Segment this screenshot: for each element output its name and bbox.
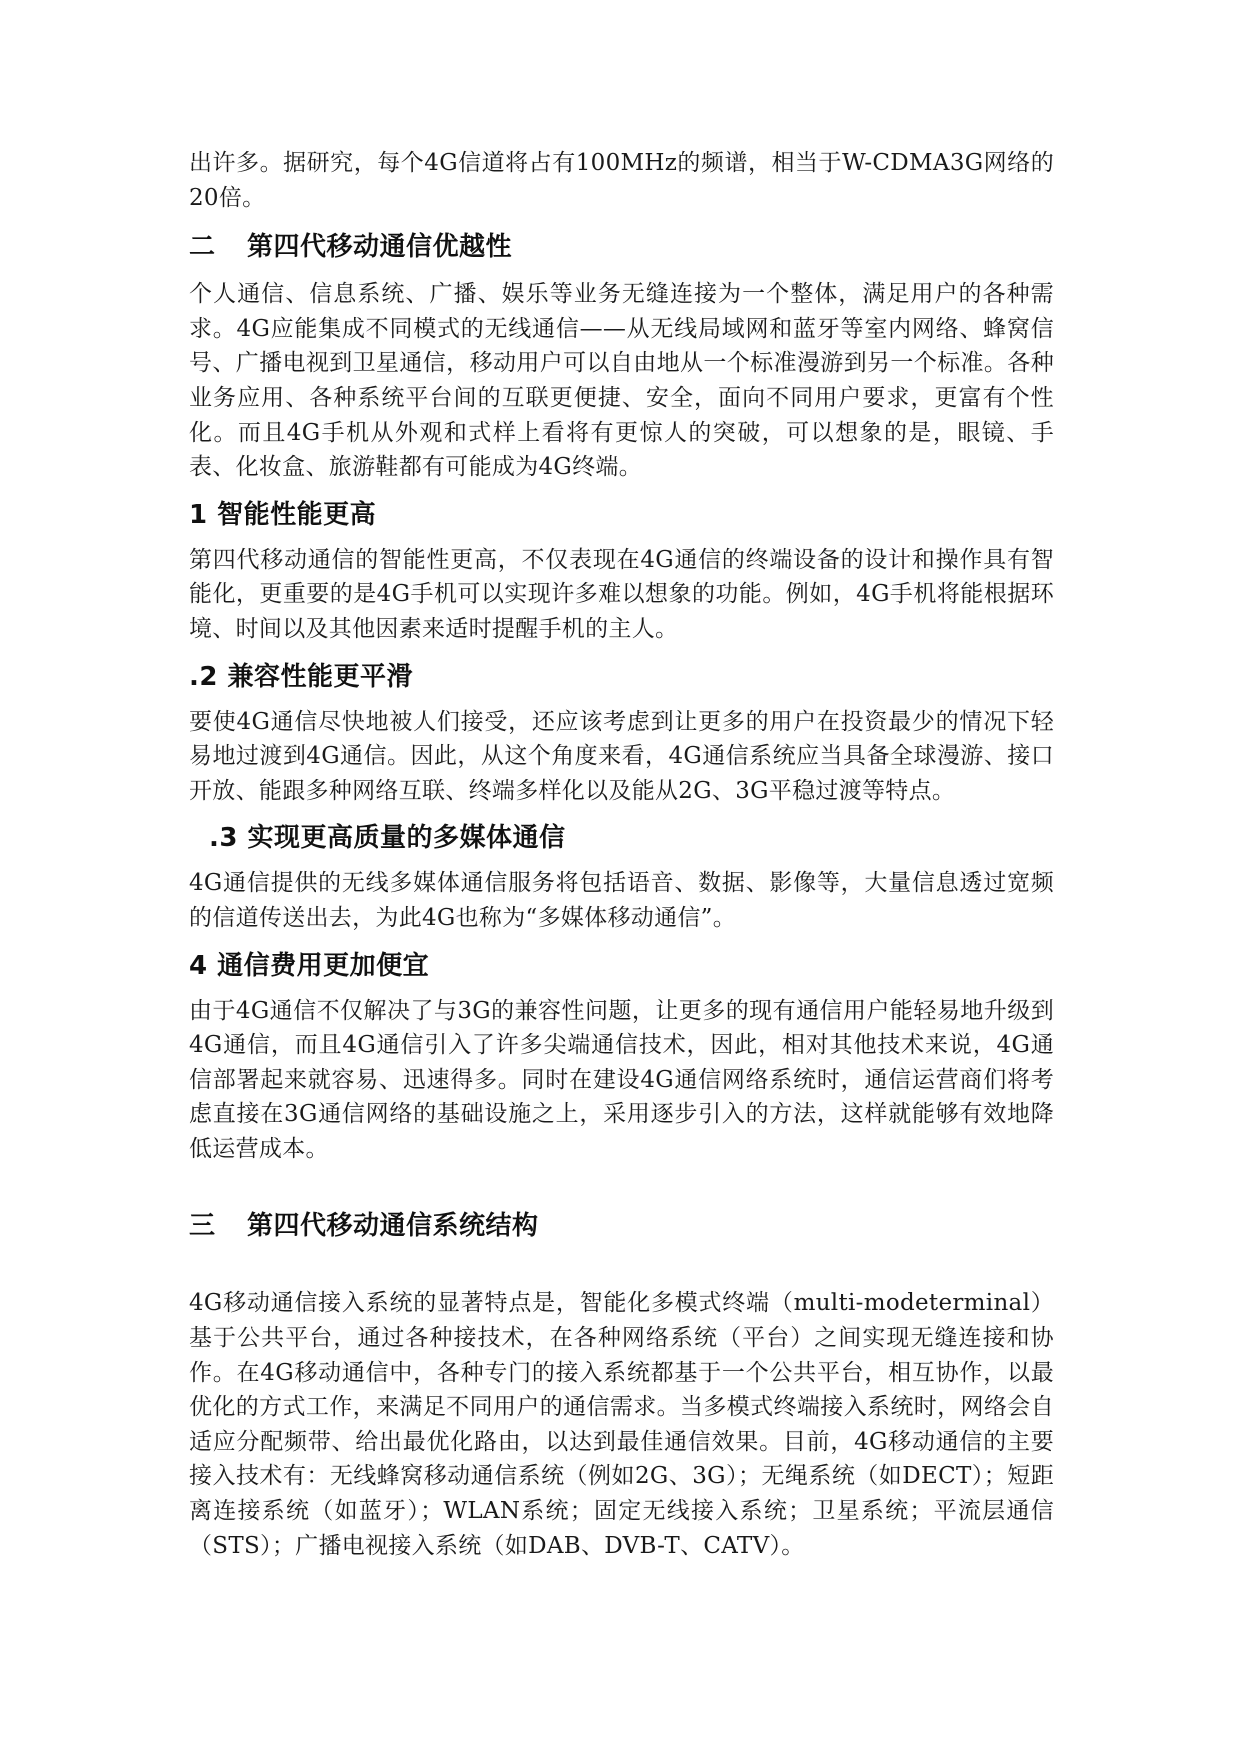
section-title: 第四代移动通信优越性: [247, 232, 513, 263]
paragraph-compatibility: 要使4G通信尽快地被人们接受，还应该考虑到让更多的用户在投资最少的情况下轻易地过渡到4G通信。因此，从这个角度来看，4G通信系统应当具备全球漫游、接口开放、能跟多种网络互联、终端多样化以及能从2G、3G平稳过渡等特点。: [189, 708, 1054, 804]
section-title: 第四代移动通信系统结构: [247, 1211, 539, 1242]
subheading-multimedia: .3 实现更高质量的多媒体通信: [209, 823, 566, 854]
section-number: 二: [189, 232, 216, 263]
subheading-intelligence: 1 智能性能更高: [189, 499, 377, 530]
paragraph-frequency: 出许多。据研究，每个4G信道将占有100MHz的频谱，相当于W-CDMA3G网络的20倍。: [189, 150, 1054, 211]
paragraph-intelligence: 第四代移动通信的智能性更高，不仅表现在4G通信的终端设备的设计和操作具有智能化，更重要的是4G手机可以实现许多难以想象的功能。例如，4G手机将能根据环境、时间以及其他因素来适时提醒手机的主人。: [189, 546, 1054, 642]
paragraph-cost: 由于4G通信不仅解决了与3G的兼容性问题，让更多的现有通信用户能轻易地升级到4G通信，而且4G通信引入了许多尖端通信技术，因此，相对其他技术来说，4G通信部署起来就容易、迅速得多。同时在建设4G通信网络系统时，通信运营商们将考虑直接在3G通信网络的基础设施之上，采用逐步引入的方法，这样就能够有效地降低运营成本。: [189, 997, 1054, 1162]
paragraph-access-systems: 4G移动通信接入系统的显著特点是，智能化多模式终端（multi-modeterminal）基于公共平台，通过各种接技术，在各种网络系统（平台）之间实现无缝连接和协作。在4G移动通信中，各种专门的接入系统都基于一个公共平台，相互协作，以最优化的方式工作，来满足不同用户的通信需求。当多模式终端接入系统时，网络会自适应分配频带、给出最优化路由，以达到最佳通信效果。目前，4G移动通信的主要接入技术有：无线蜂窝移动通信系统（例如2G、3G）；无绳系统（如DECT）；短距离连接系统（如蓝牙）；WLAN系统；固定无线接入系统；卫星系统；平流层通信（STS）；广播电视接入系统（如DAB、DVB-T、CATV）。: [189, 1290, 1054, 1559]
paragraph-integration: 个人通信、信息系统、广播、娱乐等业务无缝连接为一个整体，满足用户的各种需求。4G应能集成不同模式的无线通信——从无线局域网和蓝牙等室内网络、蜂窝信号、广播电视到卫星通信，移动用户可以自由地从一个标准漫游到另一个标准。各种业务应用、各种系统平台间的互联更便捷、安全，面向不同用户要求，更富有个性化。而且4G手机从外观和式样上看将有更惊人的突破，可以想象的是，眼镜、手表、化妆盒、旅游鞋都有可能成为4G终端。: [189, 281, 1054, 481]
document-page: [189, 146, 1054, 1563]
paragraph-multimedia: 4G通信提供的无线多媒体通信服务将包括语音、数据、影像等，大量信息透过宽频的信道传送出去，为此4G也称为“多媒体移动通信”。: [189, 870, 1054, 931]
section-heading-structure: [189, 1208, 1054, 1244]
section-number: 三: [189, 1211, 216, 1242]
subheading-compatibility: .2 兼容性能更平滑: [189, 661, 414, 692]
section-heading-advantages: [189, 229, 1054, 265]
subheading-cost: 4 通信费用更加便宜: [189, 950, 430, 981]
